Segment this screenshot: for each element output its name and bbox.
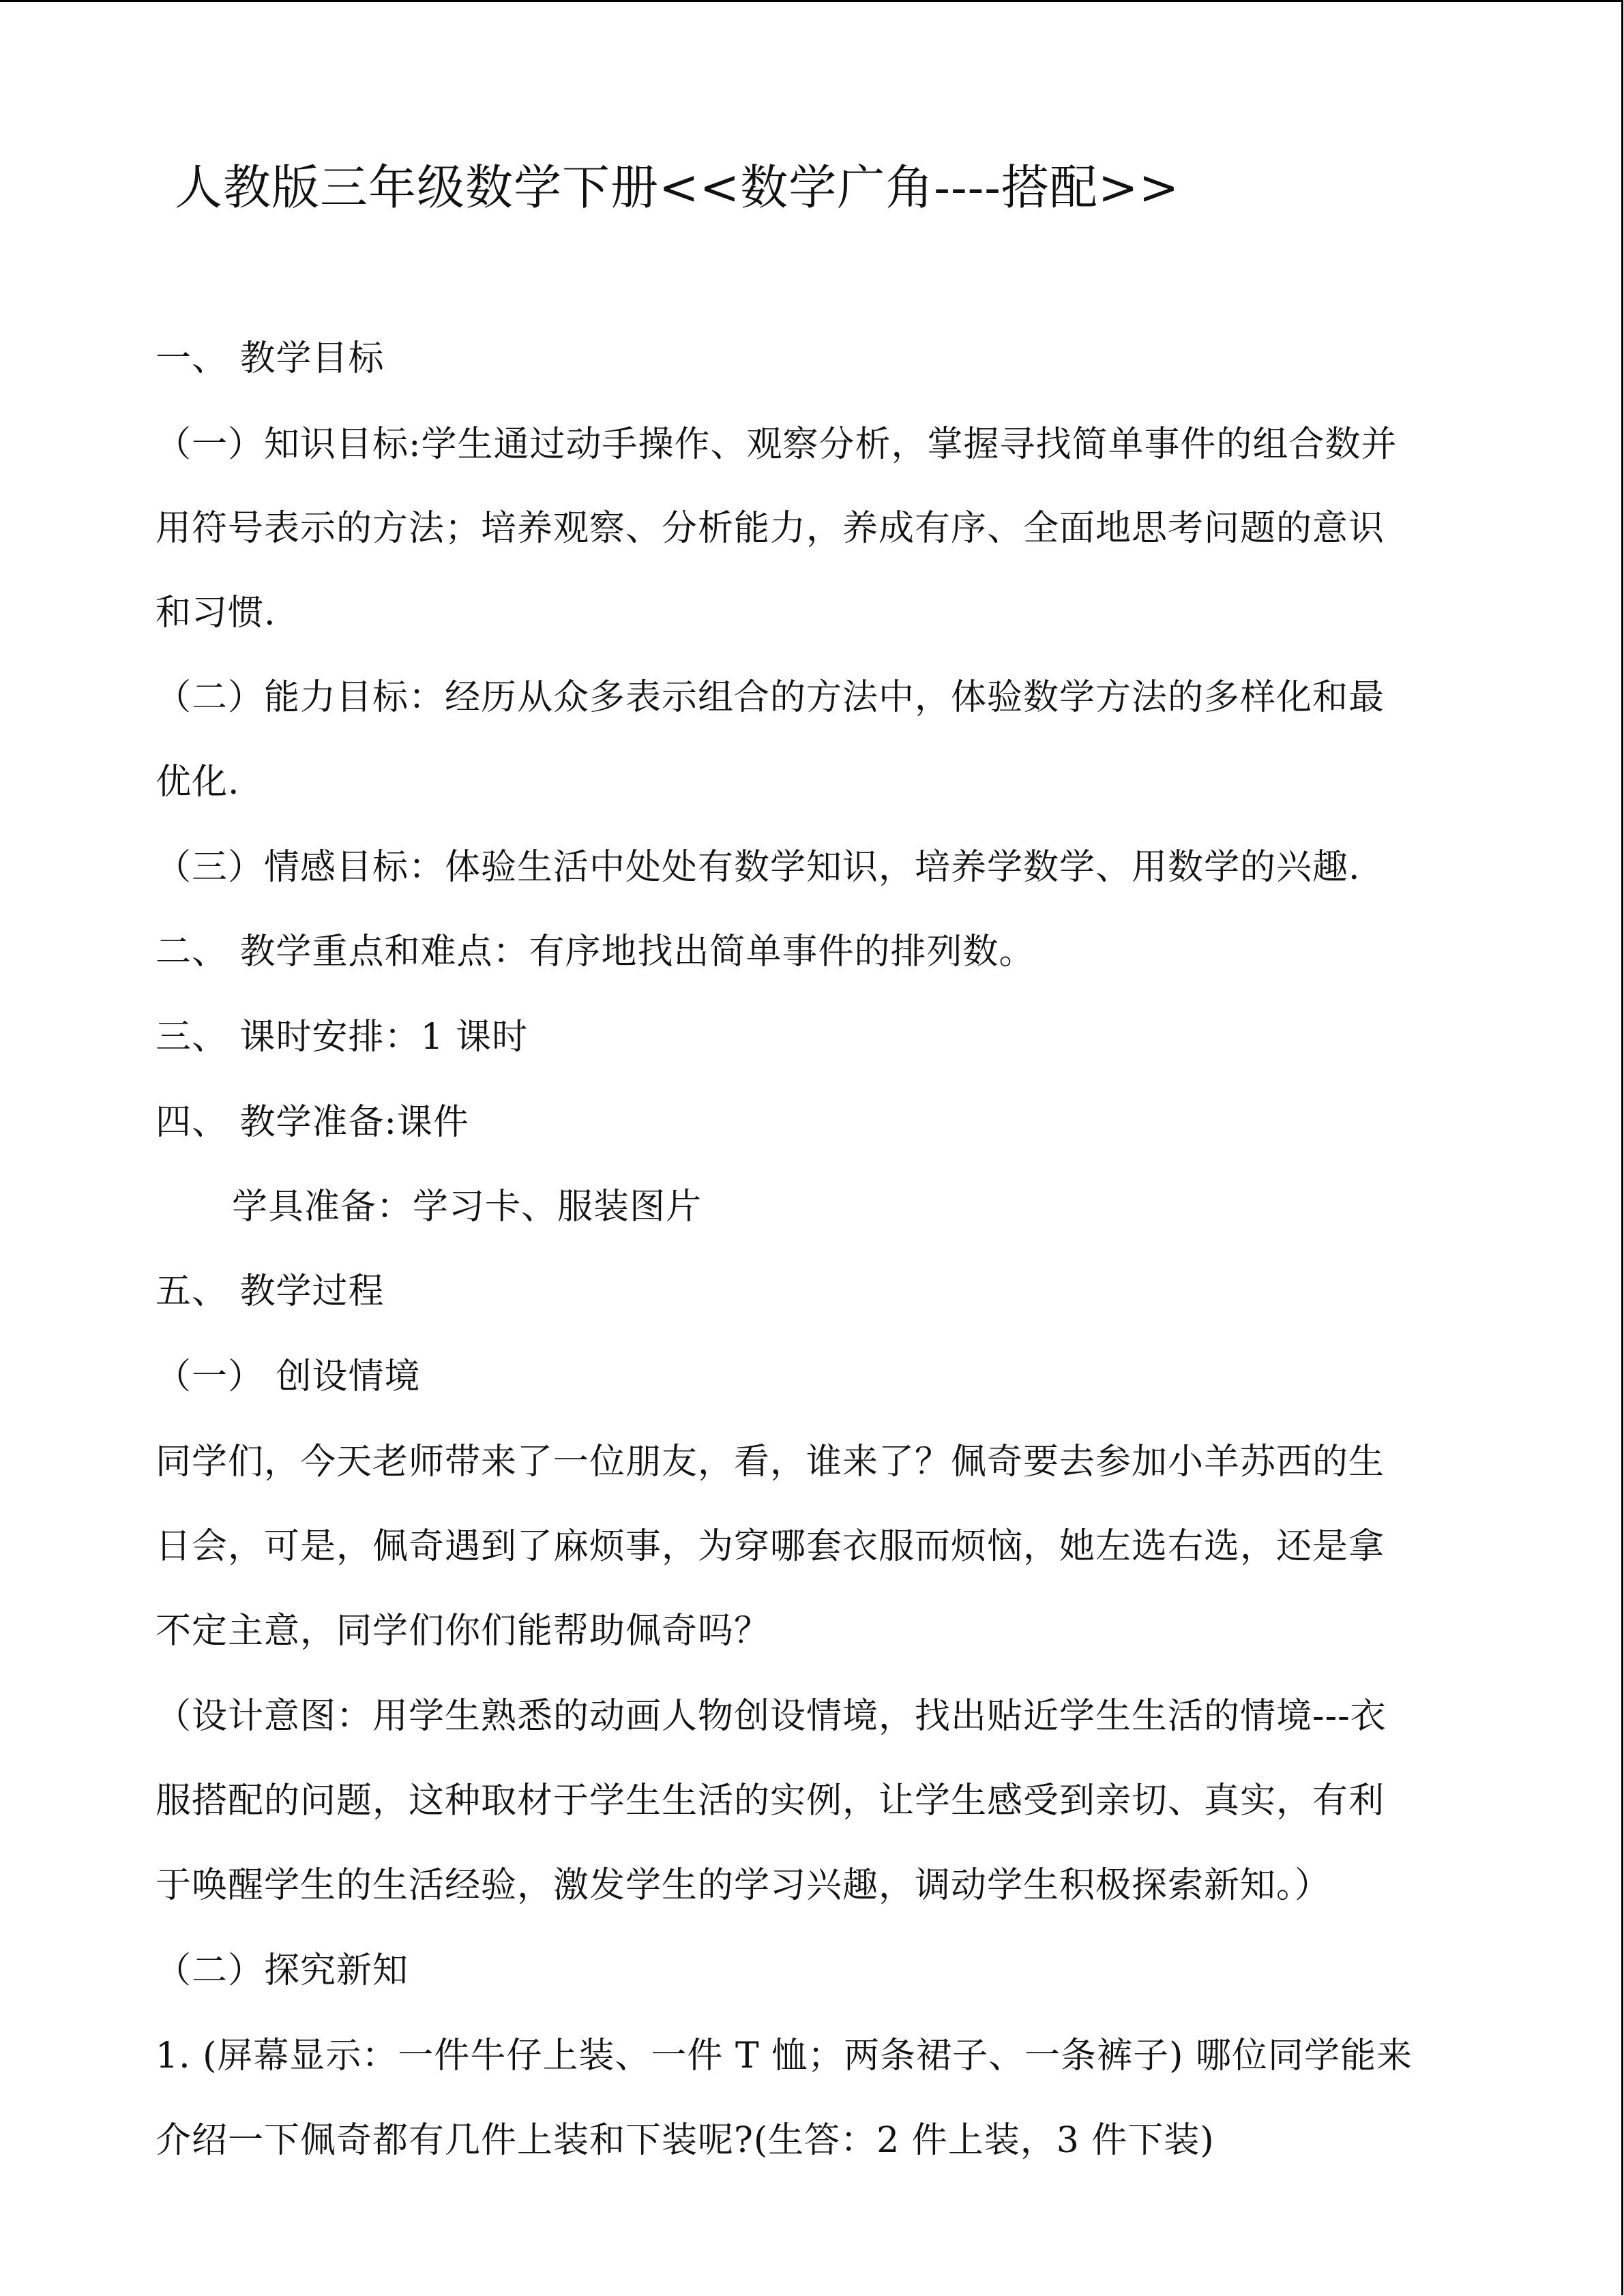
paragraph-line: 学具准备：学习卡、服装图片 <box>232 1187 703 1227</box>
paragraph-line: 1. (屏幕显示：一件牛仔上装、一件 T 恤；两条裙子、一条裤子) 哪位同学能来 <box>156 2036 1413 2076</box>
paragraph-line: 于唤醒学生的生活经验，激发学生的学习兴趣，调动学生积极探索新知。） <box>156 1865 1331 1906</box>
paragraph-line: （一）知识目标:学生通过动手操作、观察分析，掌握寻找简单事件的组合数并 <box>156 424 1398 465</box>
paragraph-line: （设计意图：用学生熟悉的动画人物创设情境，找出贴近学生生活的情境---衣 <box>156 1696 1387 1737</box>
heading-teaching-process: 五、 教学过程 <box>156 1271 385 1312</box>
heading-teaching-goals: 一、 教学目标 <box>156 338 385 379</box>
paragraph-line: 服搭配的问题，这种取材于学生生活的实例，让学生感受到亲切、真实，有利 <box>156 1780 1385 1821</box>
paragraph-line: 介绍一下佩奇都有几件上装和下装呢?(生答：2 件上装，3 件下装) <box>156 2120 1215 2161</box>
heading-preparation: 四、 教学准备:课件 <box>156 1102 470 1143</box>
heading-schedule: 三、 课时安排：1 课时 <box>156 1017 529 1058</box>
subheading-create-scenario: （一） 创设情境 <box>156 1356 421 1397</box>
paragraph-line: （三）情感目标：体验生活中处处有数学知识，培养学数学、用数学的兴趣. <box>156 847 1361 888</box>
paragraph-line: （二）能力目标：经历从众多表示组合的方法中，体验数学方法的多样化和最 <box>156 677 1385 718</box>
document-title: 人教版三年级数学下册<<数学广角----搭配>> <box>175 160 1180 215</box>
paragraph-line: 用符号表示的方法；培养观察、分析能力，养成有序、全面地思考问题的意识 <box>156 508 1385 549</box>
paragraph-line: 同学们，今天老师带来了一位朋友，看，谁来了？佩奇要去参加小羊苏西的生 <box>156 1442 1385 1482</box>
subheading-explore: （二）探究新知 <box>156 1950 409 1991</box>
paragraph-line: 优化. <box>156 762 240 803</box>
paragraph-line: 和习惯. <box>156 593 276 633</box>
heading-key-points: 二、 教学重点和难点：有序地找出简单事件的排列数。 <box>156 931 1035 972</box>
paragraph-line: 不定主意，同学们你们能帮助佩奇吗？ <box>156 1611 771 1652</box>
paragraph-line: 日会，可是，佩奇遇到了麻烦事，为穿哪套衣服而烦恼，她左选右选，还是拿 <box>156 1526 1385 1567</box>
